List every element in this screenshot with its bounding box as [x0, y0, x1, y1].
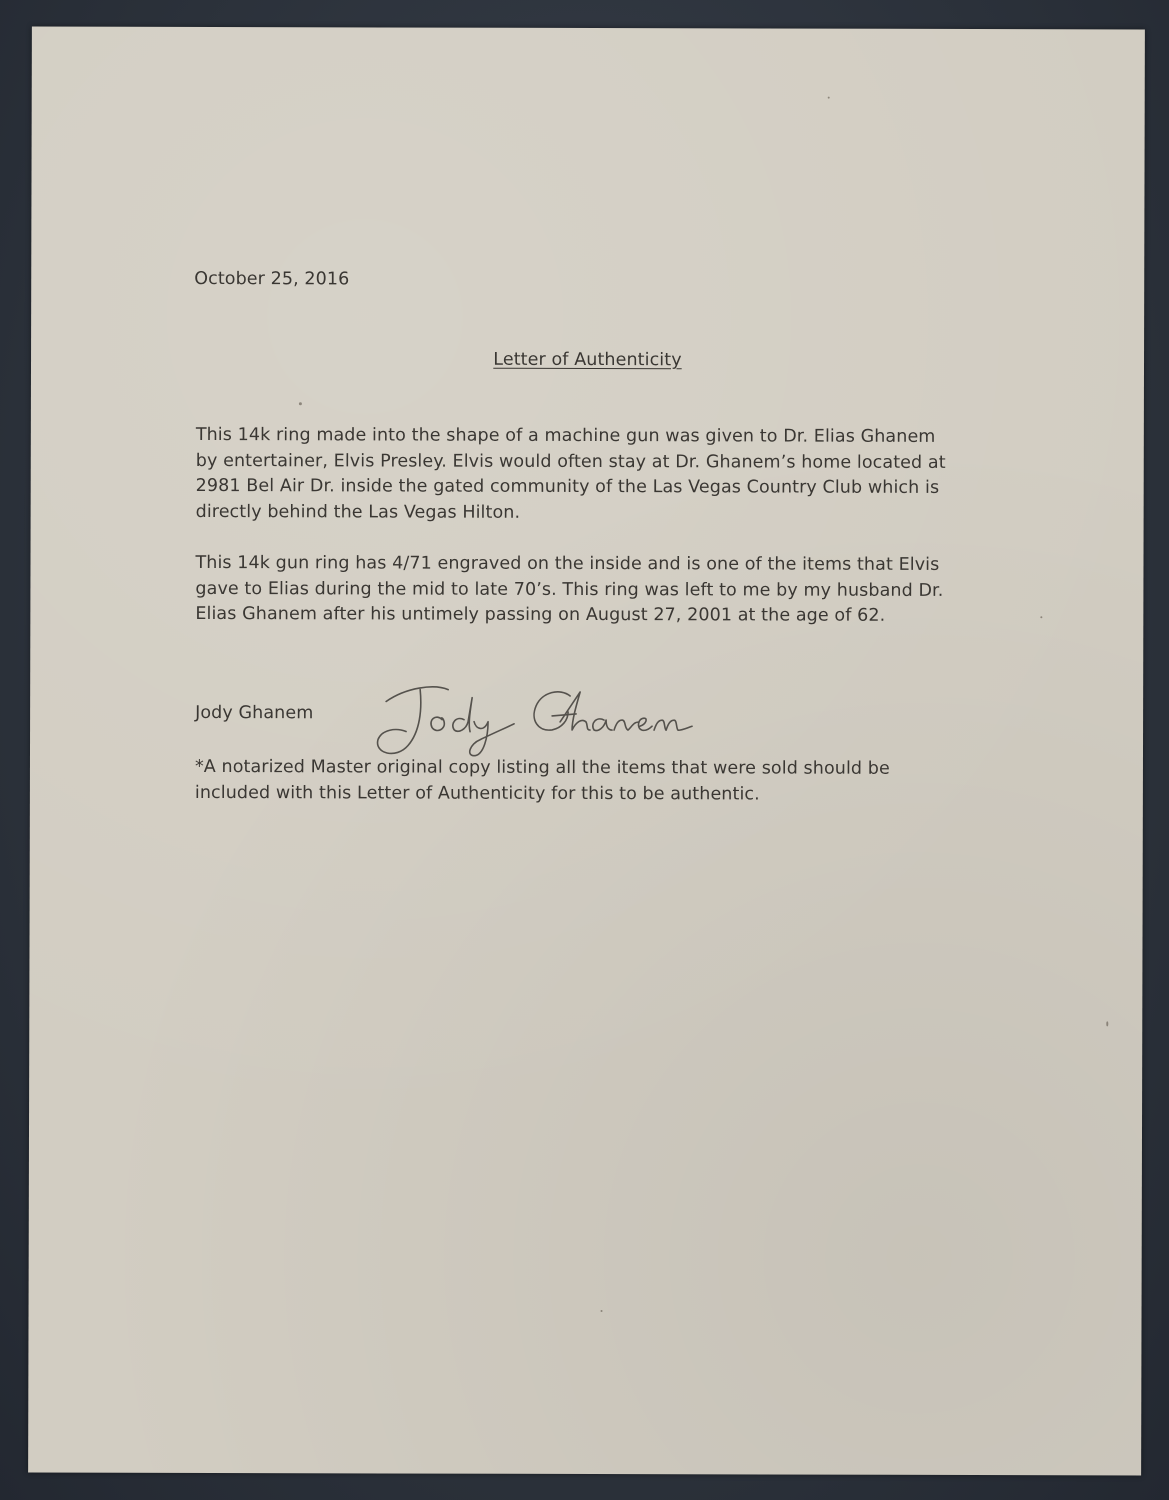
note-line: *A notarized Master original copy listing all the items that were sold should be: [194, 756, 890, 779]
paragraph-1-line: by entertainer, Elvis Presley. Elvis would often stay at Dr. Ghanem’s home located at: [195, 450, 946, 473]
paper-speck: [828, 97, 830, 99]
note-line: included with this Letter of Authenticity for this to be authentic.: [194, 782, 760, 804]
handwritten-signature: [356, 679, 696, 762]
paragraph-2-line: Elias Ghanem after his untimely passing on August 27, 2001 at the age of 62.: [195, 603, 886, 626]
signer-name: Jody Ghanem: [195, 702, 314, 724]
letter-title: Letter of Authenticity: [493, 349, 682, 371]
paragraph-2-line: gave to Elias during the mid to late 70’s. This ring was left to me by my husband Dr.: [195, 578, 944, 601]
letter-paper: [28, 27, 1145, 1476]
paper-speck: [1040, 616, 1042, 618]
paragraph-1-line: This 14k ring made into the shape of a machine gun was given to Dr. Elias Ghanem: [195, 424, 936, 447]
letter-date: October 25, 2016: [194, 268, 350, 290]
paragraph-1-line: directly behind the Las Vegas Hilton.: [195, 501, 521, 523]
paper-speck: [299, 402, 302, 405]
paper-speck: [1106, 1021, 1108, 1026]
paragraph-1-line: 2981 Bel Air Dr. inside the gated community of the Las Vegas Country Club which is: [195, 475, 940, 498]
paragraph-2-line: This 14k gun ring has 4/71 engraved on the inside and is one of the items that Elvis: [195, 552, 940, 575]
paper-speck: [601, 1310, 603, 1312]
authenticity-note: [195, 755, 1015, 808]
paragraph-2: [195, 551, 995, 630]
paragraph-1: [196, 423, 996, 527]
